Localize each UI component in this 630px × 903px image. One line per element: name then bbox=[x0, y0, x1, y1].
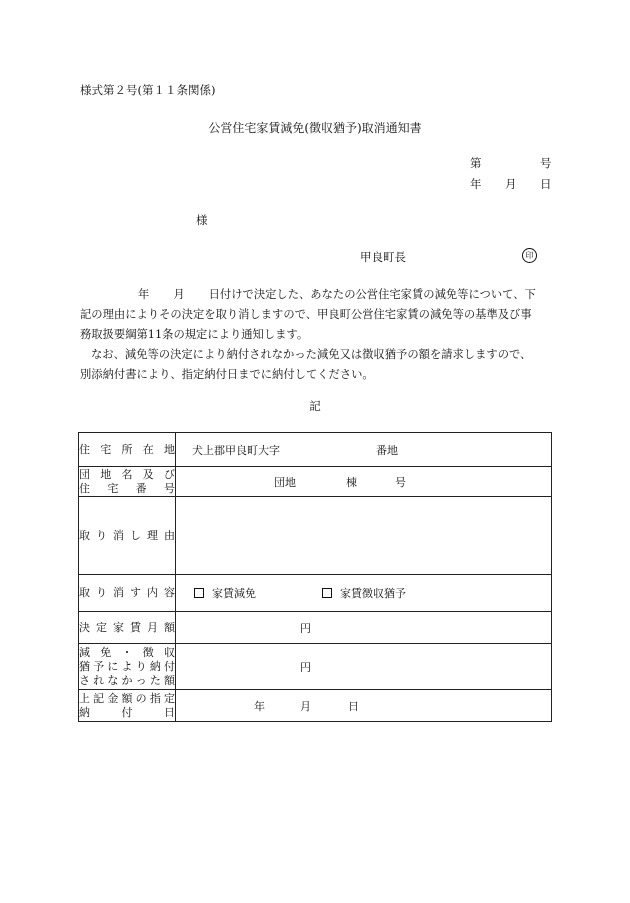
due-field bbox=[176, 690, 552, 722]
seal-mark: 印 bbox=[522, 248, 537, 263]
issuer-name: 甲良町長 bbox=[360, 250, 406, 264]
notice-table bbox=[78, 432, 552, 722]
rent-label: 決定家賃月額 bbox=[79, 612, 176, 644]
body-paragraph-2: なお、減免等の決定により納付されなかった減免又は徴収猶予の額を請求しますので、 bbox=[91, 348, 532, 361]
reason-field bbox=[176, 497, 552, 575]
unpaid-label: 減免・徴収 猶予により納付 されなかった額 bbox=[79, 644, 176, 690]
date-day: 日 bbox=[540, 177, 552, 191]
body-year: 年 bbox=[138, 288, 150, 301]
row-rent bbox=[79, 612, 552, 644]
content-field bbox=[176, 575, 552, 612]
record-heading: 記 bbox=[309, 399, 321, 413]
body-line-2: 記の理由によりその決定を取り消しますので、甲良町公営住宅家賃の減免等の基準及び事 bbox=[80, 308, 532, 321]
body-line-1: 日付けで決定した、あなたの公営住宅家賃の減免等について、下 bbox=[208, 288, 536, 301]
date-month: 月 bbox=[505, 177, 517, 191]
row-complex bbox=[79, 467, 552, 497]
complex-field bbox=[176, 467, 552, 497]
row-reason bbox=[79, 497, 552, 575]
complex-unit: 号 bbox=[395, 475, 406, 489]
body-line-5: 別添納付書により、指定納付日までに納付してください。 bbox=[80, 368, 374, 381]
checkbox-rent-reduction[interactable] bbox=[194, 588, 204, 598]
option-rent-reduction: 家賃減免 bbox=[194, 585, 256, 601]
rent-field bbox=[176, 612, 552, 644]
doc-number-prefix: 第 bbox=[470, 156, 482, 170]
body-line-3: 務取扱要綱第11条の規定により通知します。 bbox=[80, 328, 309, 341]
rent-unit: 円 bbox=[300, 621, 311, 635]
address-label: 住宅所在地 bbox=[79, 433, 176, 467]
form-number: 様式第２号(第１１条関係) bbox=[80, 83, 216, 97]
addressee: 様 bbox=[196, 213, 208, 227]
complex-danchi: 団地 bbox=[274, 475, 296, 489]
row-content bbox=[79, 575, 552, 612]
date-year: 年 bbox=[470, 177, 482, 191]
unpaid-field bbox=[176, 644, 552, 690]
address-suffix: 番地 bbox=[376, 443, 398, 457]
checkbox-payment-deferral[interactable] bbox=[322, 588, 332, 598]
body-paragraph-1 bbox=[80, 285, 550, 305]
row-address bbox=[79, 433, 552, 467]
content-label: 取り消す内容 bbox=[79, 575, 176, 612]
notice-body bbox=[80, 285, 550, 385]
due-day: 日 bbox=[348, 699, 359, 713]
complex-building: 棟 bbox=[346, 475, 357, 489]
due-year: 年 bbox=[254, 699, 265, 713]
reason-label: 取り消し理由 bbox=[79, 497, 176, 575]
due-label: 上記金額の指定 納付日 bbox=[79, 690, 176, 722]
body-month: 月 bbox=[173, 288, 185, 301]
unpaid-unit: 円 bbox=[300, 660, 311, 674]
row-unpaid bbox=[79, 644, 552, 690]
option-payment-deferral: 家賃徴収猶予 bbox=[322, 585, 406, 601]
complex-label: 団地名及び 住宅番号 bbox=[79, 467, 175, 495]
address-value: 犬上郡甲良町大字 bbox=[192, 443, 280, 457]
address-field bbox=[176, 433, 552, 467]
row-due-date bbox=[79, 690, 552, 722]
due-month: 月 bbox=[300, 699, 311, 713]
document-title: 公営住宅家賃減免(徴収猶予)取消通知書 bbox=[208, 121, 422, 135]
doc-number-suffix: 号 bbox=[540, 156, 552, 170]
